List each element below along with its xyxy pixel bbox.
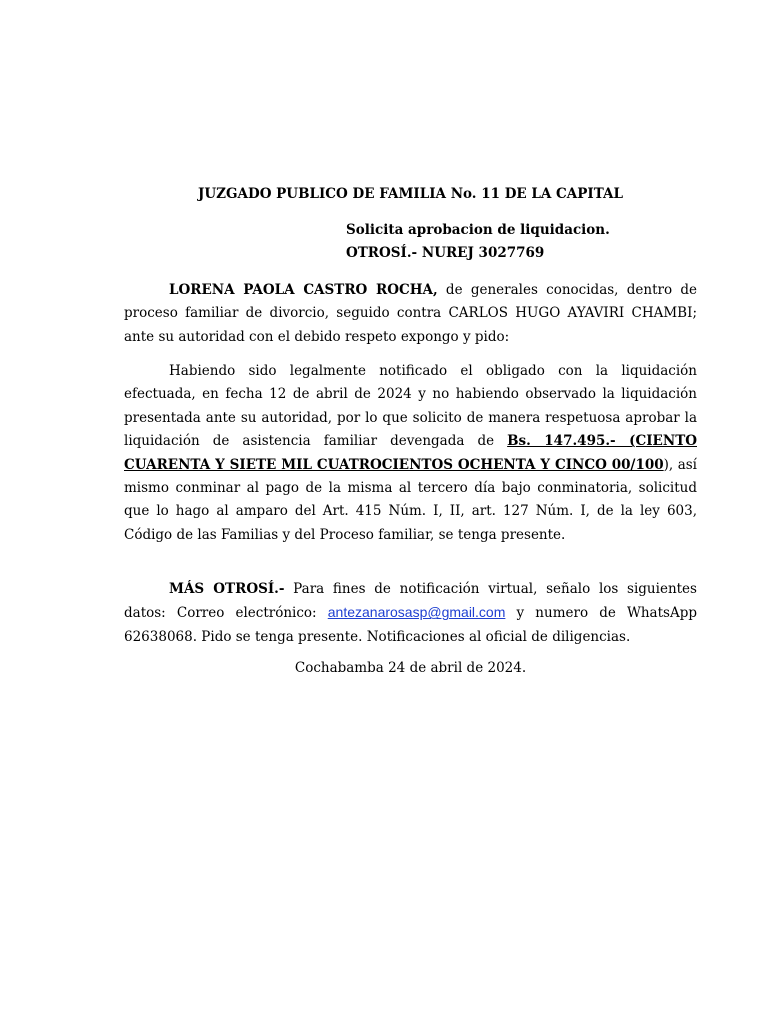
request-amount: Bs. 147.495.- (CIENTO CUARENTA Y SIETE MIL CUATROCIENTOS OCHENTA Y CINCO 00/100	[124, 433, 697, 473]
request-text-after: ), así mismo conminar al pago de la misma al tercero día bajo conminatoria, solicitud que lo hago al amparo del Art. 415 Núm. I, II, art. 127 Núm. I, de la ley 603, Código de las Familias y del Proceso familiar, se tenga presente.	[124, 456, 697, 543]
subject-line-nurej: OTROSÍ.- NUREJ 3027769	[346, 245, 545, 261]
email-link[interactable]: antezanarosasp@gmail.com	[327, 604, 506, 621]
subject-line-request: Solicita aprobacion de liquidacion.	[346, 222, 610, 238]
petitioner-name: LORENA PAOLA CASTRO ROCHA,	[169, 282, 438, 298]
paragraph-petitioner	[124, 279, 697, 349]
paragraph-otrosi	[124, 578, 697, 649]
request-text-before: Habiendo sido legalmente notificado el obligado con la liquidación efectuada, en fecha 12 de abril de 2024 y no habiendo observado la liquidación presentada ante su autoridad, por lo que solicito de manera respetuosa aprobar la liquidación de asistencia familiar devengada de	[124, 363, 697, 450]
petitioner-text: de generales conocidas, dentro de proceso familiar de divorcio, seguido contra CARLOS HUGO AYAVIRI CHAMBI; ante su autoridad con el debido respeto expongo y pido:	[124, 282, 697, 345]
subject-block	[346, 219, 610, 265]
otrosi-text-before: Para fines de notificación virtual, señalo los siguientes datos: Correo electrónico:	[124, 581, 697, 622]
paragraph-request	[124, 360, 697, 547]
otrosi-label: MÁS OTROSÍ.-	[169, 581, 285, 597]
court-header: JUZGADO PUBLICO DE FAMILIA No. 11 DE LA CAPITAL	[197, 186, 624, 202]
otrosi-text-after: y numero de WhatsApp 62638068. Pido se tenga presente. Notificaciones al oficial de diligencias.	[124, 605, 697, 645]
closing-date: Cochabamba 24 de abril de 2024.	[294, 660, 527, 676]
